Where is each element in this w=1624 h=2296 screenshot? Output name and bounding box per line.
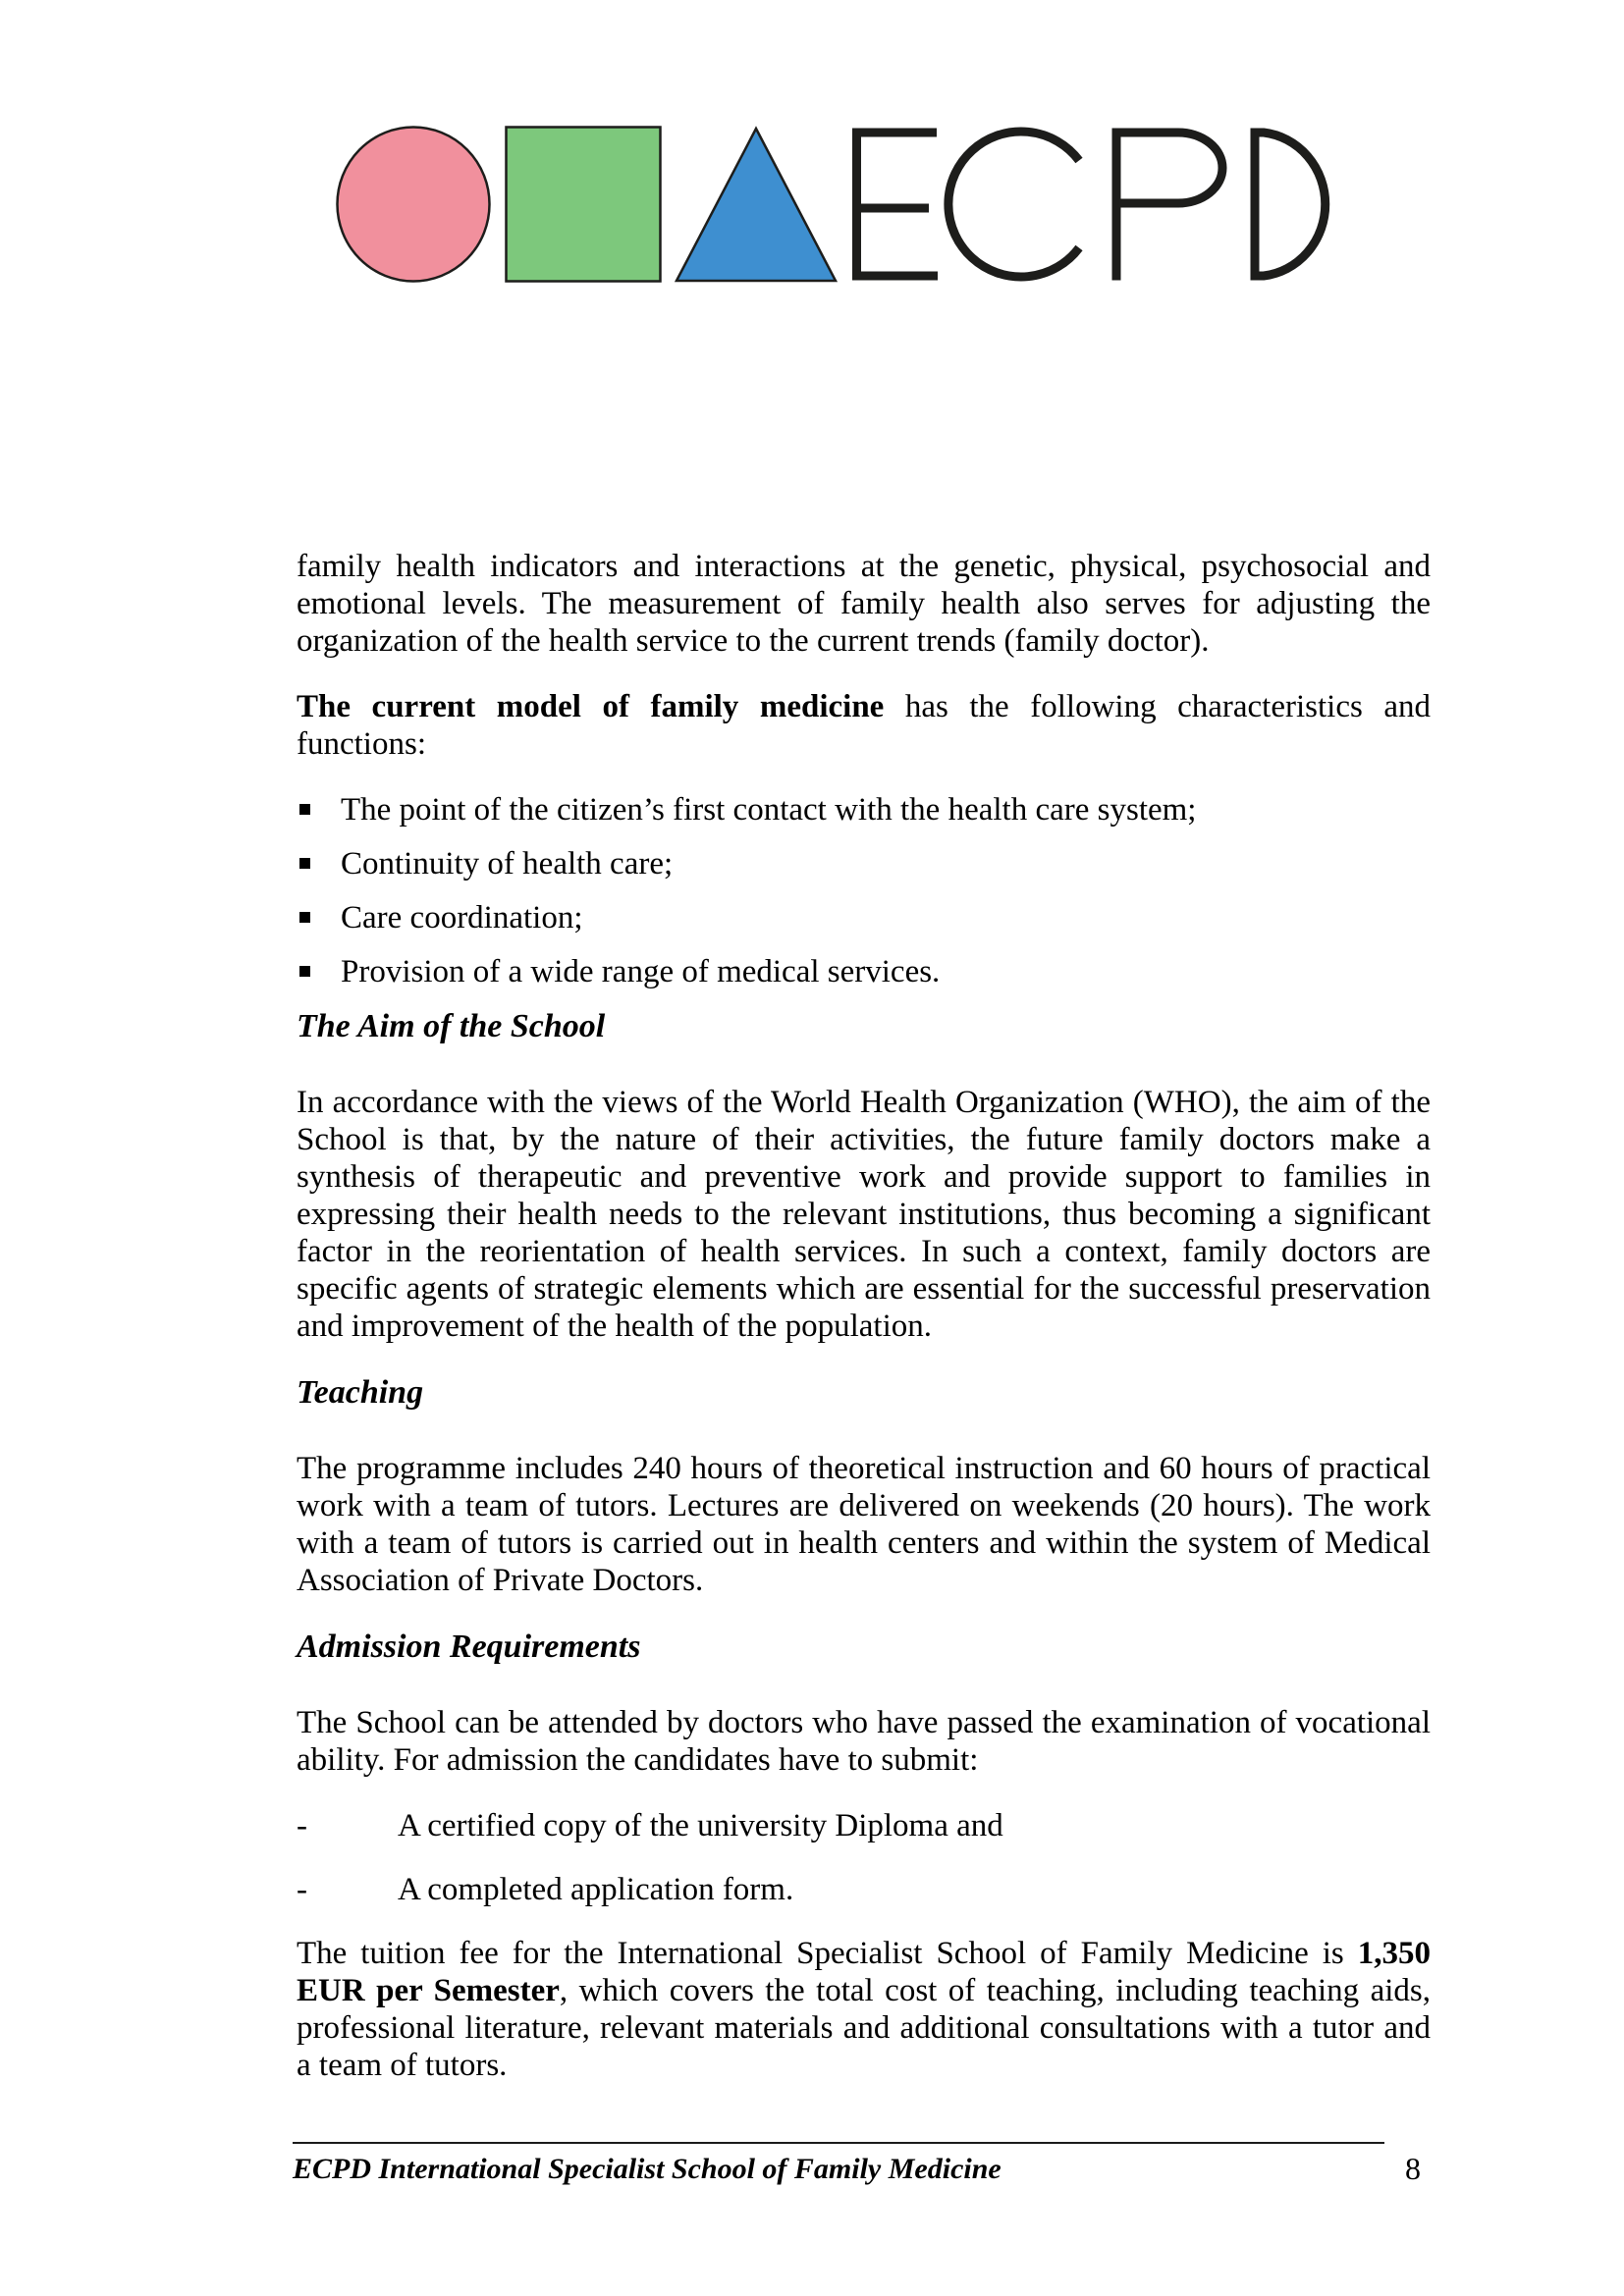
list-item [297, 899, 1431, 936]
list-item-label: The point of the citizen’s first contact with the health care system; [341, 792, 1197, 828]
page-footer [293, 2142, 1384, 2186]
section-heading-aim: The Aim of the School [297, 1008, 606, 1044]
paragraph-current-model [297, 688, 1431, 763]
footer-title: ECPD International Specialist School of Family Medicine [293, 2153, 1001, 2185]
tuition-pre-text: The tuition fee for the International Specialist School of Family Medicine is [297, 1936, 1358, 1971]
list-item-diploma [297, 1807, 1431, 1844]
paragraph-teaching: The programme includes 240 hours of theoretical instruction and 60 hours of practical work with a team of tutors. Lectures are delivered on weekends (20 hours). The work with a team of tutors is carried out in health centers and within the system of Medical Association of Private Doctors. [297, 1451, 1431, 1598]
list-item-application [297, 1871, 1431, 1908]
paragraph-family-health: family health indicators and interactions at the genetic, physical, psychosocial and emotional levels. The measurement of family health also serves for adjusting the organization of the health service to the current trends (family doctor). [297, 549, 1431, 659]
paragraph-admission: The School can be attended by doctors who have passed the examination of vocational ability. For admission the candidates have to submit: [297, 1705, 1431, 1778]
list-item [297, 791, 1431, 828]
tuition-post-text: , which covers the total cost of teaching, including teaching aids, professional literature, relevant materials and additional consultations with a tutor and a team of tutors. [297, 1973, 1431, 2083]
logo-circle-icon [338, 128, 490, 282]
dash-marker: - [297, 1808, 307, 1843]
list-item-label: A completed application form. [398, 1872, 794, 1907]
bullet-square-icon [299, 912, 310, 923]
list-item-label: Care coordination; [341, 900, 583, 935]
ecpd-wordmark-icon [852, 129, 1326, 281]
current-model-rest-text: has the following characteristics and functions: [297, 689, 1432, 762]
tuition-fee-bold-text: 1,350 EUR per Semester [297, 1936, 1431, 2008]
logo-triangle-icon [677, 129, 836, 281]
bullet-square-icon [299, 966, 310, 977]
paragraph-aim: In accordance with the views of the World Health Organization (WHO), the aim of the School is that, by the nature of their activities, the future family doctors make a synthesis of therapeutic and preventive work and provide support to families in expressing their health needs to the relevant institutions, thus becoming a significant factor in the reorientation of health services. In such a context, family doctors are specific agents of strategic elements which are essential for the successful preservation and improvement of the health of the population. [297, 1085, 1431, 1344]
bullet-square-icon [299, 858, 310, 869]
current-model-bold-text: The current model of family medicine [297, 689, 885, 724]
section-heading-admission: Admission Requirements [297, 1629, 641, 1665]
paragraph-tuition [297, 1935, 1431, 2084]
list-item-label: Continuity of health care; [341, 846, 674, 881]
page-number: 8 [1405, 2151, 1421, 2186]
logo-square-icon [507, 128, 661, 282]
bullet-square-icon [299, 804, 310, 815]
bullet-list [297, 791, 1431, 990]
list-item-label: Provision of a wide range of medical services. [341, 954, 941, 989]
ecpd-logo [334, 126, 1335, 283]
document-body [297, 548, 1431, 2084]
list-item [297, 953, 1431, 990]
section-heading-teaching: Teaching [297, 1374, 424, 1411]
list-item [297, 845, 1431, 882]
list-item-label: A certified copy of the university Diploma and [398, 1808, 1003, 1843]
dash-marker: - [297, 1872, 307, 1907]
